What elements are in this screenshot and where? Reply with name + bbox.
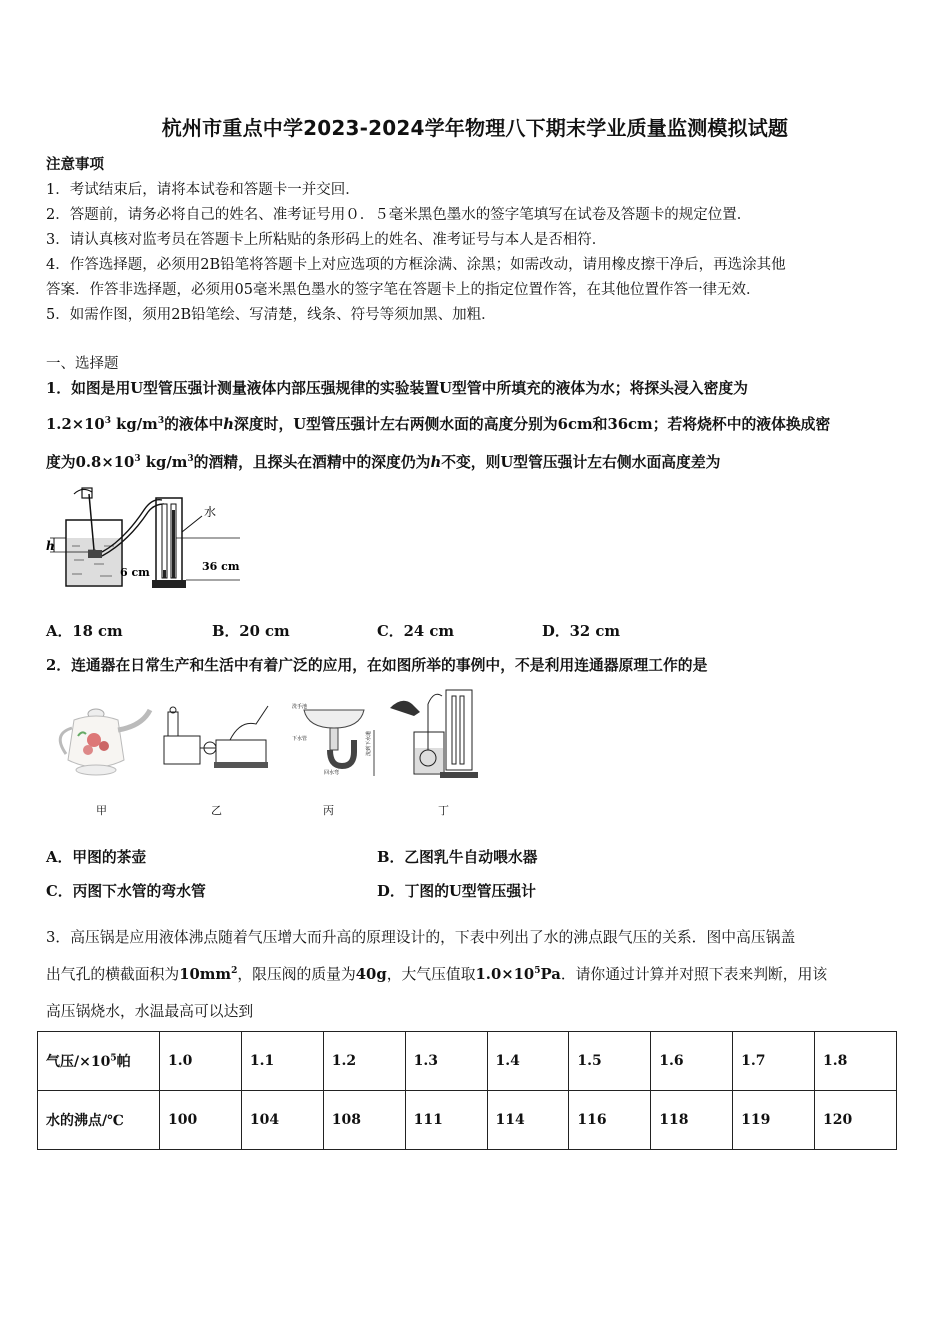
q1-stem-line1: 1．如图是用U型管压强计测量液体内部压强规律的实验装置U型管中所填充的液体为水；将探头浸入密度为 (46, 380, 748, 397)
q2-option-d[interactable]: D．丁图的U型管压强计 (377, 883, 536, 900)
cow-feeder-figure (160, 700, 272, 772)
table-cell: 104 (241, 1091, 323, 1150)
q1-stem-line2: $1.2\times 10^3$ $kg/m^3$的液体中h深度时，U型管压强计左右两侧水面的高度分别为6cm和36cm；若将烧杯中的液体换成密 (46, 416, 831, 433)
table-cell: 1.5 (569, 1032, 651, 1091)
q2-option-c[interactable]: C．丙图下水管的弯水管 (46, 883, 206, 900)
table-cell: 1.1 (241, 1032, 323, 1091)
q2-stem: 2．连通器在日常生产和生活中有着广泛的应用，在如图所举的事例中，不是利用连通器原理工作的是 (46, 657, 708, 674)
table-cell: 1.4 (487, 1032, 569, 1091)
notice-item-1: 1．考试结束后，请将本试卷和答题卡一并交回． (46, 182, 360, 198)
table-cell: 1.2 (323, 1032, 405, 1091)
svg-text:洗手池: 洗手池 (292, 704, 308, 710)
h-label: h (46, 539, 55, 553)
table-cell: 118 (651, 1091, 733, 1150)
table-cell: 1.8 (815, 1032, 897, 1091)
table-cell: 114 (487, 1091, 569, 1150)
table-cell: 120 (815, 1091, 897, 1150)
svg-text:下水管: 下水管 (292, 736, 308, 742)
notice-item-4-cont: 答案．作答非选择题，必须用05毫米黑色墨水的签字笔在答题卡上的指定位置作答，在其他位置作答一律无效． (46, 282, 761, 298)
q1-option-b[interactable]: B．20 cm (212, 623, 290, 640)
page-title: 杭州市重点中学2023-2024学年物理八下期末学业质量监测模拟试题 (161, 116, 789, 140)
q1-option-c[interactable]: C．24 cm (377, 623, 454, 640)
boiling-header: 水的沸点/℃ (38, 1091, 160, 1150)
table-cell: 1.7 (733, 1032, 815, 1091)
table-cell: 119 (733, 1091, 815, 1150)
notice-item-5: 5．如需作图，须用2B铅笔绘、写清楚，线条、符号等须加黑、加粗． (46, 307, 496, 323)
table-row (38, 1091, 897, 1150)
notice-item-2: 2．答题前，请务必将自己的姓名、准考证号用０．５毫米黑色墨水的签字笔填写在试卷及答题卡的规定位置． (46, 207, 752, 223)
notice-heading: 注意事项 (46, 156, 104, 173)
table-cell: 1.6 (651, 1032, 733, 1091)
q1-stem-line3: 度为$0.8\times 10^3$ $kg/m^3$的酒精，且探头在酒精中的深度仍为h不变，则U型管压强计左右侧水面高度差为 (46, 454, 721, 471)
svg-text:回水弯: 回水弯 (324, 770, 340, 776)
pressure-gauge-figure (388, 686, 484, 782)
table-cell: 100 (160, 1091, 242, 1150)
q3-stem-line3: 高压锅烧水，水温最高可以达到 (46, 1003, 254, 1020)
table-cell: 116 (569, 1091, 651, 1150)
table-cell: 108 (323, 1091, 405, 1150)
q1-option-d[interactable]: D．32 cm (542, 623, 621, 640)
q3-stem-line2: 出气孔的横截面积为$10mm^2$，限压阀的质量为40g，大气压值取$1.0\times 10^5Pa$．请你通过计算并对照下表来判断，用该 (46, 966, 828, 983)
right-height-label: 36 cm (202, 560, 240, 573)
notice-item-4: 4．作答选择题，必须用2B铅笔将答题卡上对应选项的方框涂满、涂黑；如需改动，请用橡皮擦干净后，再选涂其他 (46, 257, 786, 273)
pressure-header: 气压$/\times 10^5$帕 (38, 1032, 160, 1091)
table-row (38, 1032, 897, 1091)
q1-option-a[interactable]: A．18 cm (46, 623, 123, 640)
section-heading: 一、选择题 (46, 356, 119, 372)
table-cell: 111 (405, 1091, 487, 1150)
teapot-figure (46, 700, 156, 780)
q2-option-b[interactable]: B．乙图乳牛自动喂水器 (377, 849, 538, 866)
caption-bing: 丙 (323, 804, 334, 817)
boiling-point-table (37, 1031, 897, 1150)
left-height-label: 6 cm (120, 566, 150, 579)
q3-stem-line1: 3．高压锅是应用液体沸点随着气压增大而升高的原理设计的，下表中列出了水的沸点跟气压的关系．图中高压锅盖 (46, 929, 796, 946)
caption-ding: 丁 (438, 804, 449, 817)
caption-yi: 乙 (211, 804, 222, 817)
q1-u-tube-figure (44, 480, 244, 592)
notice-item-3: 3．请认真核对监考员在答题卡上所粘贴的条形码上的姓名、准考证号与本人是否相符． (46, 232, 607, 248)
table-cell: 1.0 (160, 1032, 242, 1091)
caption-jia: 甲 (96, 804, 107, 817)
svg-text:流到下水道: 流到下水道 (366, 730, 372, 756)
sink-trap-figure (290, 700, 380, 780)
water-label: 水 (204, 505, 217, 519)
table-cell: 1.3 (405, 1032, 487, 1091)
q2-option-a[interactable]: A．甲图的茶壶 (46, 849, 147, 866)
